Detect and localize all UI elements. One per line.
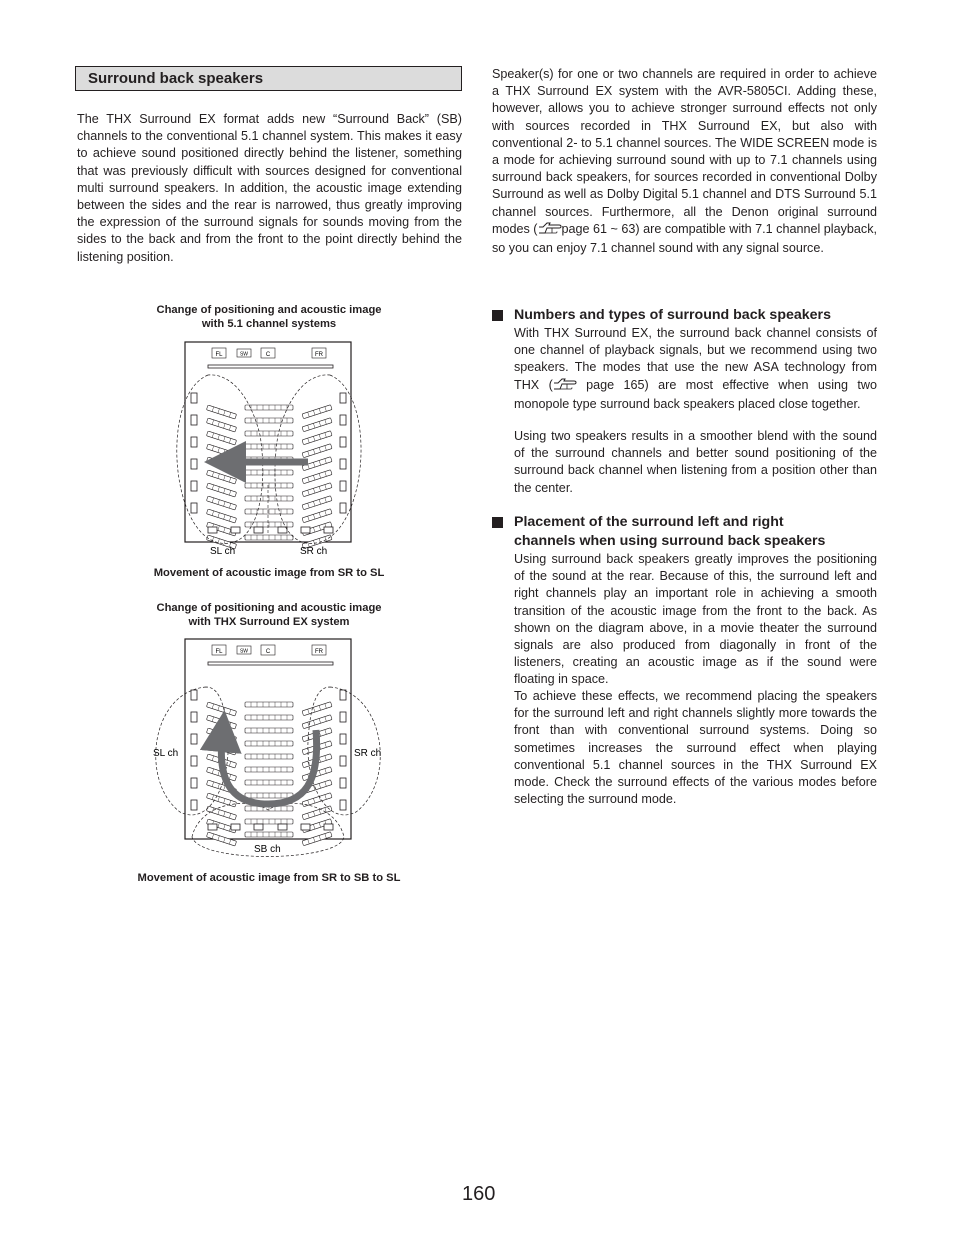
rear-speaker	[301, 527, 310, 533]
theater-diagram-thx-ex	[140, 632, 390, 864]
side-speaker-right	[340, 415, 346, 425]
rear-speaker	[254, 824, 263, 830]
subsection1-paragraph1: With THX Surround EX, the surround back channel consists of one channel of playback signals, but we recommend using two speakers. The modes that use the new ASA technology from THX ( page 165) are most effective when using two monopole type surround back speakers placed close together.	[514, 326, 877, 411]
seat-row-left	[206, 715, 236, 729]
seat-row-center	[245, 405, 293, 410]
front-speaker-fl	[212, 645, 226, 655]
seat-row-center	[245, 780, 293, 785]
subsection2-paragraph2: To achieve these effects, we recommend placing the speakers for the surround left and right channels slightly more towards the front than with conventional surround systems. Doing so sometimes increases the surround effect when playing conventional 5.1 channel sources in the THX Surround EX mode. Check the surround effects of the various modes before selecting the surround mode.	[514, 689, 877, 807]
svg-text:FR: FR	[315, 649, 323, 655]
sl-ch-label: SL ch	[153, 748, 179, 759]
seat-row-right	[302, 509, 332, 523]
seat-row-left	[206, 418, 236, 432]
seat-row-center	[245, 470, 293, 475]
side-speaker-left	[191, 459, 197, 469]
section-title: Surround back speakers	[88, 70, 264, 87]
seat-row-right	[302, 496, 332, 510]
seat-row-right	[302, 418, 332, 432]
side-speaker-left	[191, 800, 197, 810]
seat-row-center	[245, 715, 293, 720]
seat-row-center	[245, 431, 293, 436]
theater-diagram-5-1	[140, 335, 390, 563]
seat-row-right	[302, 702, 332, 716]
seat-row-left	[206, 444, 236, 458]
side-speaker-left	[191, 690, 197, 700]
seat-row-center	[245, 754, 293, 759]
seat-row-center	[245, 496, 293, 501]
side-speaker-left	[191, 437, 197, 447]
side-speaker-left	[191, 503, 197, 513]
side-speaker-right	[340, 437, 346, 447]
seat-row-right	[302, 444, 332, 458]
svg-text:SW: SW	[239, 648, 249, 655]
screen	[208, 365, 333, 368]
front-speaker-c	[261, 645, 275, 655]
seat-row-right	[302, 431, 332, 445]
subsection1-paragraph2: Using two speakers results in a smoother blend with the sound of the surround channels and better sound positioning of the surround back channel when listening from a position other than the center.	[514, 429, 877, 495]
bullet-square-icon	[492, 310, 503, 321]
screen	[208, 662, 333, 665]
seat-row-center	[245, 483, 293, 488]
seat-row-center	[245, 535, 293, 540]
seat-row-right	[302, 470, 332, 484]
side-speaker-right	[340, 800, 346, 810]
rear-speaker	[208, 824, 217, 830]
seat-row-center	[245, 741, 293, 746]
front-speaker-c	[261, 348, 275, 358]
bullet-square-icon	[492, 517, 503, 528]
side-speaker-left	[191, 778, 197, 788]
page-number: 160	[462, 1183, 496, 1205]
seat-row-center	[245, 444, 293, 449]
pointing-hand-icon	[553, 378, 577, 396]
front-speaker-fr	[312, 348, 326, 358]
svg-text:SW: SW	[239, 351, 249, 358]
side-speaker-right	[340, 459, 346, 469]
side-speaker-right	[340, 481, 346, 491]
side-speaker-left	[191, 756, 197, 766]
side-speaker-right	[340, 756, 346, 766]
seat-row-center	[245, 509, 293, 514]
seat-row-left	[206, 431, 236, 445]
svg-text:C: C	[265, 352, 271, 358]
svg-text:FR: FR	[315, 352, 323, 358]
sb-ch-label: SB ch	[254, 844, 281, 855]
subsection1-heading: Numbers and types of surround back speakers	[492, 306, 884, 325]
side-speaker-left	[191, 415, 197, 425]
pointing-hand-icon	[538, 222, 562, 240]
figure2-title: Change of positioning and acoustic image with THX Surround EX system	[156, 602, 382, 628]
seat-row-left	[206, 483, 236, 497]
rear-speaker	[231, 824, 240, 830]
side-speaker-left	[191, 734, 197, 744]
section-header	[75, 66, 462, 91]
rear-speaker	[254, 527, 263, 533]
rear-speaker	[278, 824, 287, 830]
figure1-caption: Movement of acoustic image from SR to SL	[153, 567, 385, 579]
svg-text:FL: FL	[215, 649, 223, 655]
seat-row-left	[206, 509, 236, 523]
side-speaker-right	[340, 503, 346, 513]
side-speaker-left	[191, 393, 197, 403]
seat-row-center	[245, 728, 293, 733]
right-intro-paragraph: Speaker(s) for one or two channels are required in order to achieve a THX Surround EX system with the AVR-5805CI. Adding these, however, allows you to achieve stronger surround effects not only with sources recorded in THX Surround EX, but also with conventional 2- to 5.1 channel sources. The WIDE SCREEN mode is a mode for achieving surround sound with up to 7.1 channels using surround back speakers, for sources recorded in conventional Dolby Surround as well as Dolby Digital 5.1 channel and DTS Surround 5.1 channel sources. Furthermore, all the Denon original surround modes ( page 61 ~ 63) are compatible with 7.1 channel playback, so you can enjoy 7.1 channel sound with any signal source.	[492, 67, 877, 256]
side-speaker-left	[191, 481, 197, 491]
rear-speaker	[208, 527, 217, 533]
rear-speaker	[278, 527, 287, 533]
seat-row-center	[245, 819, 293, 824]
seat-row-right	[302, 483, 332, 497]
side-speaker-left	[191, 712, 197, 722]
subsection2-heading: Placement of the surround left and right channels when using surround back speakers	[492, 513, 884, 551]
intro-paragraph: The THX Surround EX format adds new “Surround Back” (SB) channels to the conventional 5.1 channel system. This makes it easy to achieve sound positioned directly behind the listener, something that was previously difficult with sources designed for conventional multi surround speakers. In addition, the acoustic image extending between the sides and the rear is narrowed, thus greatly improving the expression of the surround signals for sounds moving from the sides to the back and from the front to the point directly behind the listening position.	[77, 112, 462, 264]
sl-ch-label: SL ch	[210, 546, 236, 557]
rear-speaker	[301, 824, 310, 830]
seat-row-center	[245, 832, 293, 837]
side-speaker-right	[340, 712, 346, 722]
seat-row-center	[245, 767, 293, 772]
seat-row-left	[206, 405, 236, 419]
rear-speaker	[324, 527, 333, 533]
subsection2-paragraph1: Using surround back speakers greatly improves the positioning of the sound at the rear. Because of this, the surround left and right channels play an important role in achieving a smooth transition of the acoustic image from the front to the back. As shown on the diagram above, in a movie theater the surround signals are also produced from diagonally in front of the listeners, creating an acoustic image as if the sound were floating in space.	[514, 552, 877, 687]
seat-row-center	[245, 418, 293, 423]
side-speaker-right	[340, 734, 346, 744]
side-speaker-right	[340, 393, 346, 403]
front-speaker-fr	[312, 645, 326, 655]
svg-text:FL: FL	[215, 352, 223, 358]
side-speaker-right	[340, 778, 346, 788]
seat-row-left	[206, 470, 236, 484]
figure1-title: Change of positioning and acoustic image with 5.1 channel systems	[156, 304, 382, 330]
front-speaker-fl	[212, 348, 226, 358]
seat-row-left	[206, 806, 236, 820]
sr-ch-label: SR ch	[354, 748, 382, 759]
seat-row-center	[245, 702, 293, 707]
front-speaker-sw	[237, 349, 251, 358]
seat-row-left	[206, 702, 236, 716]
svg-text:C: C	[265, 649, 271, 655]
rear-speaker	[231, 527, 240, 533]
side-speaker-right	[340, 690, 346, 700]
seat-row-center	[245, 793, 293, 798]
sr-ch-label: SR ch	[300, 546, 328, 557]
rear-speaker	[324, 824, 333, 830]
figure2-caption: Movement of acoustic image from SR to SB to SL	[137, 872, 401, 884]
seat-row-right	[302, 715, 332, 729]
seat-row-left	[206, 496, 236, 510]
seat-row-center	[245, 522, 293, 527]
front-speaker-sw	[237, 646, 251, 655]
seat-row-right	[302, 405, 332, 419]
